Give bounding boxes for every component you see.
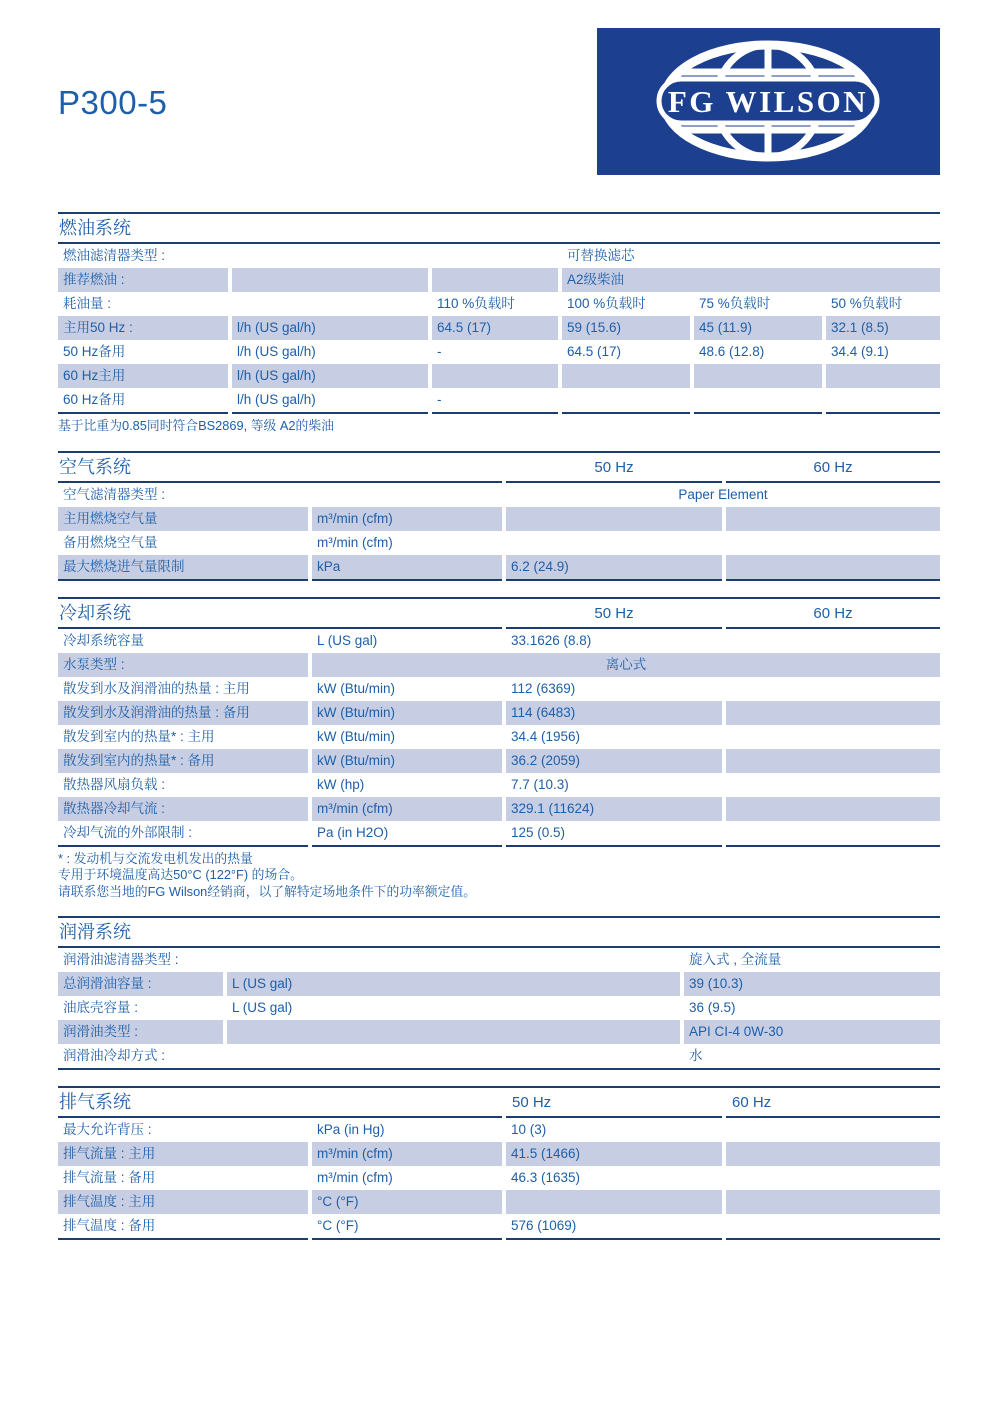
page-title: P300-5	[58, 84, 168, 121]
table-row	[58, 292, 940, 316]
row-unit: l/h (US gal/h)	[232, 316, 428, 340]
empty-cell	[312, 483, 502, 507]
empty-cell	[232, 268, 428, 292]
row-label: 散热器风扇负载 :	[63, 776, 166, 792]
section-header	[58, 212, 940, 244]
rule-segment	[312, 845, 502, 847]
row-label: 排气温度 : 主用	[58, 1190, 308, 1214]
spec-tables	[58, 212, 940, 1240]
row-label: 总润滑油容量 :	[58, 972, 223, 996]
row-unit: kW (hp)	[317, 776, 365, 792]
section-cooling	[58, 597, 940, 901]
cell-value: 59 (15.6)	[562, 316, 690, 340]
section-title-cell	[58, 218, 940, 244]
cell-value: 64.5 (17)	[567, 344, 622, 359]
row-label: 60 Hz备用	[63, 392, 126, 407]
row-unit: °C (°F)	[317, 1218, 359, 1233]
cell-value	[726, 1166, 940, 1190]
row-label: 最大燃烧进气量限制	[58, 555, 308, 579]
table-bottom-rule	[58, 579, 940, 581]
table-row	[58, 340, 940, 364]
cell-value: 39 (10.3)	[684, 972, 940, 996]
section-exhaust	[58, 1086, 940, 1240]
row-label: 耗油量 :	[63, 296, 112, 311]
cell-value	[726, 1118, 940, 1142]
cell-value: -	[437, 392, 442, 407]
row-label: 润滑油滤清器类型 :	[63, 952, 179, 967]
row-unit: l/h (US gal/h)	[232, 364, 428, 388]
row-label: 排气流量 : 主用	[58, 1142, 308, 1166]
logo-text: FG WILSON	[667, 84, 869, 119]
row-unit	[227, 1044, 680, 1068]
cell-value: 576 (1069)	[511, 1218, 577, 1233]
empty-cell	[232, 244, 428, 268]
cell-value	[694, 388, 822, 412]
row-unit: Pa (in H2O)	[317, 824, 389, 840]
rule-segment	[58, 1068, 940, 1070]
row-unit: L (US gal)	[317, 632, 378, 648]
rule-segment	[58, 1238, 308, 1240]
cell-value: 46.3 (1635)	[511, 1170, 581, 1185]
table-row	[58, 1142, 940, 1166]
cell-value	[726, 1214, 940, 1238]
section-title-cell	[58, 603, 502, 629]
table-row	[58, 1118, 940, 1142]
table-row	[58, 701, 940, 725]
row-unit: L (US gal)	[227, 972, 680, 996]
section-fuel	[58, 212, 940, 435]
cell-value: 旋入式 , 全流量	[689, 952, 782, 967]
row-label: 冷却系统容量	[63, 632, 144, 648]
page-header	[58, 28, 940, 175]
cell-value	[562, 364, 690, 388]
row-unit: kW (Btu/min)	[312, 749, 502, 773]
cell-value	[726, 1142, 940, 1166]
rule-segment	[312, 579, 502, 581]
cell-value: 10 (3)	[511, 1122, 547, 1137]
table-row	[58, 1044, 940, 1068]
table-bottom-rule	[58, 1068, 940, 1070]
row-label: 最大允许背压 :	[63, 1122, 152, 1137]
cell-value	[726, 531, 940, 555]
cell-value: 48.6 (12.8)	[699, 344, 765, 359]
section-header	[58, 1086, 940, 1118]
table-row	[58, 948, 940, 972]
row-unit: m³/min (cfm)	[312, 507, 502, 531]
section-title: 润滑系统	[59, 922, 131, 942]
cell-value	[726, 749, 940, 773]
rule-segment	[726, 1238, 940, 1240]
merged-value: 离心式	[312, 653, 940, 677]
row-label: 排气温度 : 备用	[63, 1218, 156, 1233]
row-unit	[227, 948, 680, 972]
row-label: 润滑油类型 :	[58, 1020, 223, 1044]
table-row	[58, 555, 940, 579]
cell-value: 114 (6483)	[506, 701, 722, 725]
cell-value: 64.5 (17)	[432, 316, 558, 340]
cell-value	[506, 531, 722, 555]
empty-cell	[432, 244, 558, 268]
cell-value: 6.2 (24.9)	[506, 555, 722, 579]
row-label: 备用燃烧空气量	[63, 534, 158, 550]
cell-value: 33.1626 (8.8)	[511, 632, 592, 648]
cell-value	[726, 555, 940, 579]
cell-value	[726, 821, 940, 845]
row-unit: kPa (in Hg)	[317, 1122, 385, 1137]
table-row	[58, 244, 940, 268]
table-row	[58, 797, 940, 821]
cell-value	[694, 364, 822, 388]
table-bottom-rule	[58, 1238, 940, 1240]
footnote: * : 发动机与交流发电机发出的热量	[58, 850, 253, 866]
row-unit: kW (Btu/min)	[317, 680, 396, 696]
row-label: 空气滤清器类型 :	[63, 486, 166, 502]
row-label: 冷却气流的外部限制 :	[63, 824, 193, 840]
row-unit	[227, 1020, 680, 1044]
table-row	[58, 531, 940, 555]
row-unit: m³/min (cfm)	[317, 1170, 393, 1185]
section-title-cell	[58, 922, 940, 948]
cell-value: 34.4 (1956)	[511, 728, 581, 744]
merged-value: Paper Element	[678, 486, 768, 502]
cell-value: 41.5 (1466)	[506, 1142, 722, 1166]
section-title-cell	[58, 1092, 502, 1118]
section-lube	[58, 916, 940, 1070]
table-row	[58, 1190, 940, 1214]
cell-value	[726, 797, 940, 821]
table-row	[58, 996, 940, 1020]
cell-value: 36 (9.5)	[689, 1000, 736, 1015]
cell-value	[506, 507, 722, 531]
cell-value: 110 %负载时	[437, 296, 515, 311]
row-unit: kW (Btu/min)	[317, 728, 396, 744]
rule-segment	[58, 579, 308, 581]
row-label: 散发到水及润滑油的热量 : 备用	[58, 701, 308, 725]
row-unit: °C (°F)	[312, 1190, 502, 1214]
hz-header-60: 60 Hz	[726, 458, 940, 483]
cell-value: 水	[689, 1048, 703, 1063]
cell-value: 50 %负载时	[831, 296, 903, 311]
table-row	[58, 1020, 940, 1044]
cell-value: 36.2 (2059)	[506, 749, 722, 773]
section-header	[58, 451, 940, 483]
section-title: 排气系统	[59, 1092, 131, 1112]
table-row	[58, 773, 940, 797]
cell-value: 100 %负载时	[567, 296, 646, 311]
hz-header-50: 50 Hz	[506, 604, 722, 629]
rule-segment	[58, 412, 228, 414]
row-unit: kPa	[312, 555, 502, 579]
table-row	[58, 629, 940, 653]
merged-value: A2级柴油	[562, 268, 940, 292]
cell-value	[726, 677, 940, 701]
row-label: 推荐燃油 :	[58, 268, 228, 292]
cell-value	[826, 364, 940, 388]
row-label: 润滑油冷却方式 :	[63, 1048, 166, 1063]
footnote: 专用于环境温度高达50°C (122°F) 的场合。	[58, 867, 303, 882]
table-row	[58, 507, 940, 531]
table-bottom-rule	[58, 412, 940, 414]
table-row	[58, 677, 940, 701]
row-unit: kW (Btu/min)	[312, 701, 502, 725]
table-row	[58, 268, 940, 292]
cell-value	[726, 725, 940, 749]
row-label: 60 Hz主用	[58, 364, 228, 388]
row-unit: m³/min (cfm)	[312, 1142, 502, 1166]
cell-value: 7.7 (10.3)	[511, 776, 569, 792]
footnote: 基于比重为0.85同时符合BS2869, 等级 A2的柴油	[58, 418, 334, 433]
table-row	[58, 1166, 940, 1190]
section-header	[58, 597, 940, 629]
section-title: 空气系统	[59, 456, 131, 477]
fg-wilson-logo	[597, 28, 940, 175]
row-unit: l/h (US gal/h)	[237, 344, 316, 359]
rule-segment	[232, 412, 428, 414]
merged-value: 可替换滤芯	[567, 248, 635, 263]
cell-value: 112 (6369)	[511, 680, 576, 696]
row-unit: m³/min (cfm)	[312, 797, 502, 821]
table-row	[58, 653, 940, 677]
cell-value: 45 (11.9)	[694, 316, 822, 340]
row-unit: l/h (US gal/h)	[237, 392, 316, 407]
rule-segment	[694, 412, 822, 414]
cell-value	[432, 364, 558, 388]
cell-value	[726, 773, 940, 797]
rule-segment	[58, 845, 308, 847]
rule-segment	[312, 1238, 502, 1240]
table-row	[58, 316, 940, 340]
rule-segment	[506, 845, 722, 847]
cell-value: 329.1 (11624)	[506, 797, 722, 821]
rule-segment	[432, 412, 558, 414]
table-row	[58, 364, 940, 388]
cell-value: 32.1 (8.5)	[826, 316, 940, 340]
row-unit: m³/min (cfm)	[317, 534, 393, 550]
section-title: 冷却系统	[59, 602, 131, 623]
footnote: 请联系您当地的FG Wilson经销商，以了解特定场地条件下的功率额定值。	[58, 883, 477, 899]
row-unit	[232, 292, 428, 316]
table-row	[58, 388, 940, 412]
row-label: 燃油滤清器类型 :	[63, 248, 166, 263]
cell-value	[726, 507, 940, 531]
rule-segment	[506, 1238, 722, 1240]
table-row	[58, 483, 940, 507]
hz-header-60: 60 Hz	[726, 1093, 940, 1118]
section-air	[58, 451, 940, 581]
empty-cell	[432, 268, 558, 292]
row-label: 排气流量 : 备用	[63, 1170, 156, 1185]
table-row	[58, 749, 940, 773]
row-label: 水泵类型 :	[58, 653, 308, 677]
rule-segment	[826, 412, 940, 414]
cell-value	[726, 1190, 940, 1214]
hz-header-60: 60 Hz	[726, 604, 940, 629]
rule-segment	[726, 845, 940, 847]
hz-header-50: 50 Hz	[506, 458, 722, 483]
row-label: 散发到室内的热量* : 备用	[58, 749, 308, 773]
section-header	[58, 916, 940, 948]
rule-segment	[562, 412, 690, 414]
cell-value	[562, 388, 690, 412]
cell-value: API CI-4 0W-30	[684, 1020, 940, 1044]
cell-value: 125 (0.5)	[511, 824, 566, 840]
cell-value	[726, 701, 940, 725]
rule-segment	[726, 579, 940, 581]
row-unit: L (US gal)	[232, 1000, 293, 1015]
table-row	[58, 1214, 940, 1238]
row-label: 散发到水及润滑油的热量 : 主用	[63, 680, 250, 696]
cell-value: 75 %负载时	[699, 296, 771, 311]
table-bottom-rule	[58, 845, 940, 847]
cell-value: 34.4 (9.1)	[831, 344, 889, 359]
hz-header-50: 50 Hz	[506, 1093, 722, 1118]
row-label: 50 Hz备用	[63, 344, 126, 359]
cell-value	[826, 388, 940, 412]
row-label: 散发到室内的热量* : 主用	[63, 728, 215, 744]
table-row	[58, 972, 940, 996]
cell-value	[726, 629, 940, 653]
table-row	[58, 725, 940, 749]
rule-segment	[506, 579, 722, 581]
table-row	[58, 821, 940, 845]
section-title-cell	[58, 457, 502, 483]
row-label: 主用50 Hz :	[58, 316, 228, 340]
cell-value: -	[437, 344, 442, 359]
row-label: 散热器冷却气流 :	[58, 797, 308, 821]
row-label: 主用燃烧空气量	[58, 507, 308, 531]
cell-value	[506, 1190, 722, 1214]
row-label: 油底壳容量 :	[63, 1000, 139, 1015]
section-title: 燃油系统	[59, 218, 131, 238]
